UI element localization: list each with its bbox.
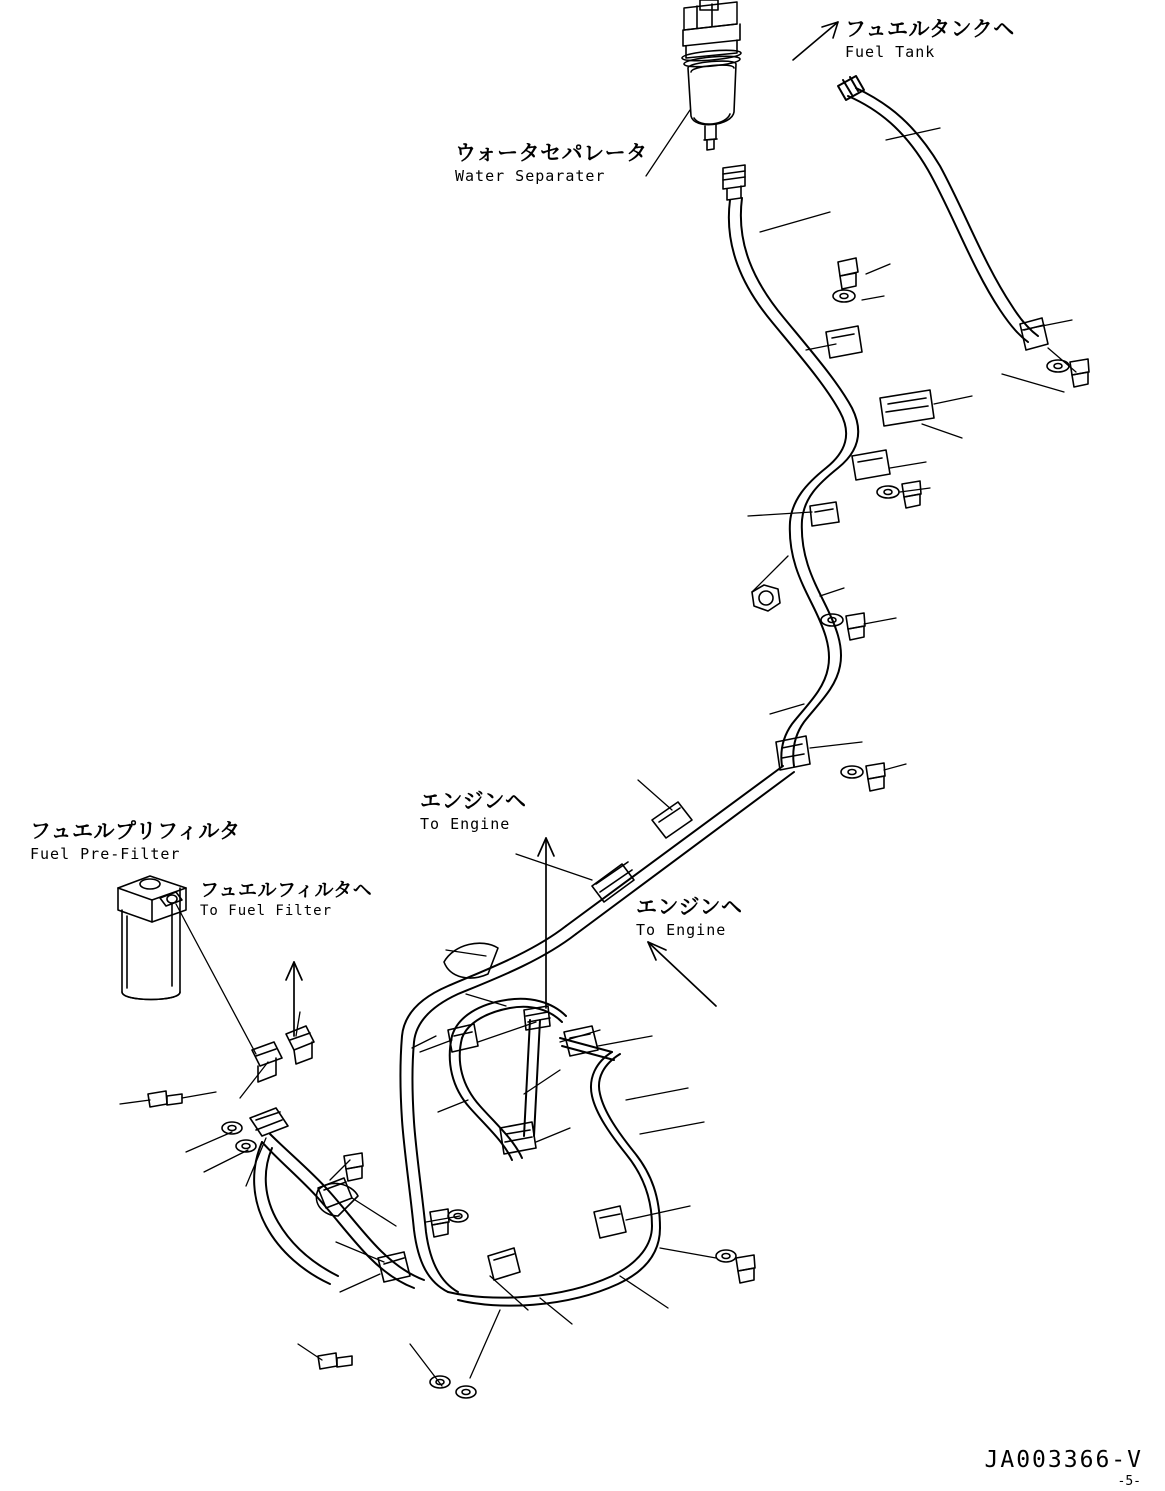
bolt xyxy=(736,1255,755,1283)
bolt xyxy=(318,1353,352,1369)
washer xyxy=(841,766,863,778)
bolt xyxy=(430,1209,449,1237)
pipe-clamp xyxy=(852,450,890,480)
page-mark: -5- xyxy=(1117,1474,1141,1489)
label-water-separater xyxy=(455,142,648,185)
bolt xyxy=(1070,359,1089,387)
center-t-fitting xyxy=(524,1006,550,1030)
washer xyxy=(456,1386,476,1398)
arrow-to-fuel-filter xyxy=(286,962,302,1036)
washer xyxy=(430,1376,450,1388)
arrow-to-engine-upper xyxy=(538,838,554,1008)
label-to-fuel-filter xyxy=(200,880,372,920)
label-to-fuel-filter-jp: フュエルフィルタヘ xyxy=(200,879,373,901)
arrow-to-engine-lower xyxy=(648,942,716,1006)
arrow-to-fuel-tank xyxy=(793,22,838,60)
lower-fuel-pipe-loop xyxy=(401,926,661,1306)
center-riser-pipe xyxy=(524,1020,540,1136)
bolt xyxy=(838,258,858,289)
pipe-clamp xyxy=(880,390,934,426)
pipe-clamp xyxy=(488,1248,520,1280)
label-fuel-pre-filter-jp: フュエルプリフィルタ xyxy=(30,819,241,843)
leader-pre-filter-to-hose xyxy=(176,904,256,1054)
label-to-engine-lower-en: To Engine xyxy=(636,921,727,940)
label-fuel-tank xyxy=(845,18,1015,61)
washer xyxy=(833,290,855,302)
label-fuel-tank-en: Fuel Tank xyxy=(845,43,936,62)
drawing-number: JA003366-V xyxy=(984,1447,1143,1473)
fuel-tank-hose xyxy=(838,76,1038,342)
label-water-separater-jp: ウォータセパレータ xyxy=(455,141,648,165)
bolt xyxy=(344,1153,363,1181)
washer xyxy=(1047,360,1069,372)
union-tee xyxy=(250,1108,288,1136)
lower-fuel-pipe-inner-loop xyxy=(450,999,566,1160)
pipe-clamp xyxy=(652,802,692,838)
label-fuel-pre-filter-en: Fuel Pre-Filter xyxy=(30,845,181,864)
water-separater-part xyxy=(682,0,741,150)
label-to-engine-upper-en: To Engine xyxy=(420,815,511,834)
label-to-engine-upper-jp: エンジンヘ xyxy=(420,789,527,813)
bolt xyxy=(846,613,865,640)
pipe-clamp xyxy=(826,326,862,358)
pre-filter-inlet-elbow xyxy=(286,1026,314,1064)
pipe-clamp xyxy=(810,502,839,526)
grommet xyxy=(752,585,780,611)
separater-outlet-fitting xyxy=(723,165,745,200)
leader-lines xyxy=(120,110,1076,1386)
pre-filter-hose xyxy=(254,1134,424,1288)
bolt xyxy=(148,1091,182,1107)
bolt xyxy=(902,481,921,508)
label-to-engine-upper xyxy=(420,790,526,833)
bolt xyxy=(866,763,885,791)
washer xyxy=(236,1140,256,1152)
washer xyxy=(877,486,899,498)
pipe-sleeve xyxy=(444,943,498,978)
label-to-engine-lower-jp: エンジンヘ xyxy=(636,895,743,919)
label-fuel-tank-jp: フュエルタンクヘ xyxy=(845,17,1015,41)
washer xyxy=(716,1250,736,1262)
main-fuel-pipe-upper xyxy=(729,198,858,766)
label-to-fuel-filter-en: To Fuel Filter xyxy=(200,902,333,919)
label-water-separater-en: Water Separater xyxy=(455,167,606,186)
label-to-engine-lower xyxy=(636,896,742,939)
label-fuel-pre-filter xyxy=(30,820,241,863)
fuel-pre-filter-part xyxy=(118,876,186,1000)
pipe-clamp xyxy=(594,1206,626,1238)
